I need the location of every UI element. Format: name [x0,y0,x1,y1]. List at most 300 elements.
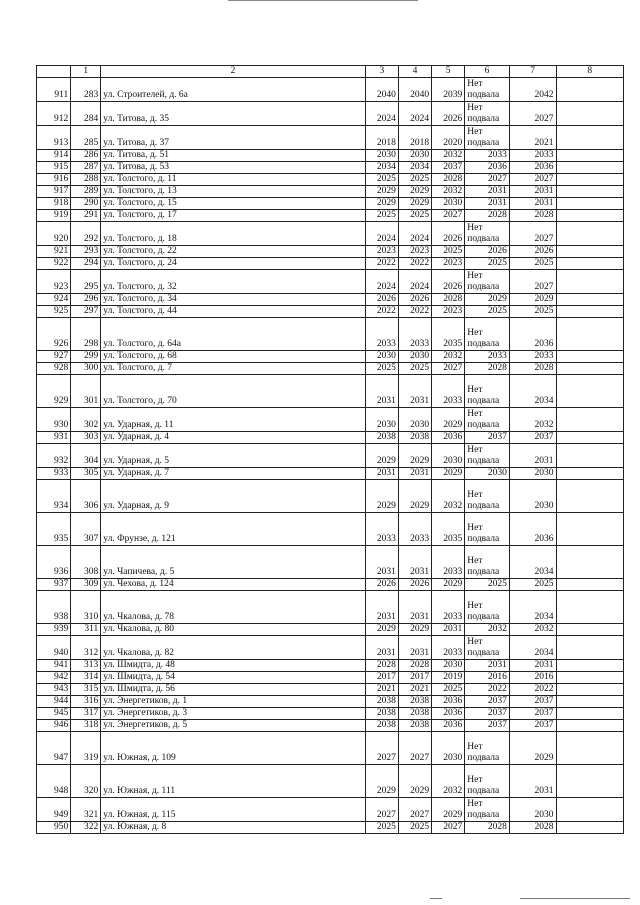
top-rule [228,0,418,1]
col4-year-cell: 2025 [398,210,431,222]
col6-cell: Нет подвала [465,546,510,579]
col8-cell [556,102,624,126]
table-row [37,126,624,150]
col6-cell: 2029 [465,294,510,306]
col7-year-cell: 2033 [509,150,556,162]
col3-year-cell: 2029 [365,765,398,798]
col6-cell: Нет подвала [465,78,510,102]
col6-cell: 2032 [465,624,510,636]
header-cell: 5 [432,66,465,78]
table-row [37,375,624,408]
col7-year-cell: 2036 [509,318,556,351]
table-row [37,672,624,684]
col8-cell [556,720,624,732]
col4-year-cell: 2040 [398,78,431,102]
address-cell: ул. Энергетиков, д. 3 [101,708,365,720]
col7-year-cell: 2037 [509,432,556,444]
table-row [37,351,624,363]
col6-cell: Нет подвала [465,444,510,468]
object-id-cell: 305 [71,468,101,480]
col8-cell [556,432,624,444]
col3-year-cell: 2030 [365,408,398,432]
col3-year-cell: 2031 [365,636,398,660]
col5-year-cell: 2028 [432,174,465,186]
col4-year-cell: 2029 [398,444,431,468]
address-cell: ул. Ударная, д. 7 [101,468,365,480]
col5-year-cell: 2032 [432,480,465,513]
col3-year-cell: 2029 [365,444,398,468]
col3-year-cell: 2017 [365,672,398,684]
header-cell: 8 [556,66,624,78]
col6-cell: 2037 [465,720,510,732]
table-row [37,513,624,546]
address-cell: ул. Шмидта, д. 56 [101,684,365,696]
col7-year-cell: 2029 [509,294,556,306]
object-id-cell: 290 [71,198,101,210]
col7-year-cell: 2026 [509,246,556,258]
col6-cell: 2026 [465,246,510,258]
col4-year-cell: 2029 [398,480,431,513]
table-row [37,765,624,798]
row-number-cell: 941 [37,660,71,672]
object-id-cell: 293 [71,246,101,258]
col5-year-cell: 2032 [432,186,465,198]
col7-year-cell: 2036 [509,162,556,174]
col4-year-cell: 2021 [398,684,431,696]
row-number-cell: 912 [37,102,71,126]
col7-year-cell: 2025 [509,306,556,318]
col5-year-cell: 2026 [432,102,465,126]
table-row [37,432,624,444]
col3-year-cell: 2027 [365,798,398,822]
col8-cell [556,222,624,246]
col3-year-cell: 2021 [365,684,398,696]
col7-year-cell: 2022 [509,684,556,696]
col6-cell: 2037 [465,696,510,708]
object-id-cell: 308 [71,546,101,579]
col5-year-cell: 2023 [432,258,465,270]
table-row [37,174,624,186]
object-id-cell: 284 [71,102,101,126]
col6-cell: Нет подвала [465,480,510,513]
col5-year-cell: 2030 [432,660,465,672]
object-id-cell: 304 [71,444,101,468]
col7-year-cell: 2016 [509,672,556,684]
col3-year-cell: 2038 [365,696,398,708]
col4-year-cell: 2025 [398,363,431,375]
header-cell: 1 [71,66,101,78]
address-cell: ул. Титова, д. 53 [101,162,365,174]
col7-year-cell: 2025 [509,579,556,591]
col4-year-cell: 2024 [398,222,431,246]
address-cell: ул. Толстого, д. 34 [101,294,365,306]
row-number-cell: 931 [37,432,71,444]
col8-cell [556,186,624,198]
col3-year-cell: 2033 [365,513,398,546]
object-id-cell: 311 [71,624,101,636]
table-row [37,732,624,765]
object-id-cell: 292 [71,222,101,246]
col6-cell: 2028 [465,363,510,375]
col3-year-cell: 2031 [365,468,398,480]
col5-year-cell: 2027 [432,210,465,222]
col7-year-cell: 2030 [509,468,556,480]
col5-year-cell: 2035 [432,318,465,351]
col7-year-cell: 2034 [509,591,556,624]
col5-year-cell: 2036 [432,708,465,720]
table-row [37,294,624,306]
col3-year-cell: 2026 [365,579,398,591]
col4-year-cell: 2024 [398,270,431,294]
col6-cell: Нет подвала [465,222,510,246]
col7-year-cell: 2028 [509,822,556,834]
object-id-cell: 294 [71,258,101,270]
header-row [37,66,624,78]
col3-year-cell: 2024 [365,102,398,126]
object-id-cell: 303 [71,432,101,444]
address-cell: ул. Ударная, д. 9 [101,480,365,513]
col8-cell [556,468,624,480]
address-cell: ул. Толстого, д. 44 [101,306,365,318]
col6-cell: 2028 [465,822,510,834]
col3-year-cell: 2026 [365,294,398,306]
col6-cell: 2033 [465,150,510,162]
col5-year-cell: 2023 [432,306,465,318]
col4-year-cell: 2027 [398,798,431,822]
col6-cell: Нет подвала [465,408,510,432]
table-row [37,270,624,294]
col4-year-cell: 2026 [398,294,431,306]
col5-year-cell: 2029 [432,579,465,591]
col8-cell [556,258,624,270]
address-cell: ул. Толстого, д. 18 [101,222,365,246]
col3-year-cell: 2031 [365,546,398,579]
col3-year-cell: 2031 [365,591,398,624]
col8-cell [556,546,624,579]
address-cell: ул. Толстого, д. 13 [101,186,365,198]
table-row [37,480,624,513]
col3-year-cell: 2025 [365,210,398,222]
table-row [37,408,624,432]
col4-year-cell: 2018 [398,126,431,150]
row-number-cell: 918 [37,198,71,210]
col8-cell [556,684,624,696]
col5-year-cell: 2036 [432,432,465,444]
object-id-cell: 298 [71,318,101,351]
object-id-cell: 320 [71,765,101,798]
table-row [37,258,624,270]
col3-year-cell: 2022 [365,306,398,318]
table-row [37,78,624,102]
row-number-cell: 925 [37,306,71,318]
object-id-cell: 307 [71,513,101,546]
table-row [37,150,624,162]
row-number-cell: 945 [37,708,71,720]
col4-year-cell: 2028 [398,660,431,672]
col5-year-cell: 2033 [432,546,465,579]
row-number-cell: 921 [37,246,71,258]
address-cell: ул. Ударная, д. 4 [101,432,365,444]
table-row [37,579,624,591]
row-number-cell: 919 [37,210,71,222]
col8-cell [556,126,624,150]
address-cell: ул. Шмидта, д. 48 [101,660,365,672]
col6-cell: Нет подвала [465,798,510,822]
col4-year-cell: 2038 [398,720,431,732]
col6-cell: 2025 [465,579,510,591]
address-cell: ул. Титова, д. 51 [101,150,365,162]
col8-cell [556,798,624,822]
col6-cell: 2031 [465,198,510,210]
col6-cell: 2036 [465,162,510,174]
row-number-cell: 950 [37,822,71,834]
row-number-cell: 924 [37,294,71,306]
col4-year-cell: 2029 [398,624,431,636]
col5-year-cell: 2037 [432,162,465,174]
row-number-cell: 937 [37,579,71,591]
col5-year-cell: 2036 [432,720,465,732]
col8-cell [556,480,624,513]
object-id-cell: 287 [71,162,101,174]
col5-year-cell: 2029 [432,408,465,432]
table-row [37,546,624,579]
col7-year-cell: 2034 [509,375,556,408]
object-id-cell: 301 [71,375,101,408]
col3-year-cell: 2024 [365,222,398,246]
col6-cell: 2027 [465,174,510,186]
col8-cell [556,408,624,432]
address-cell: ул. Толстого, д. 32 [101,270,365,294]
object-id-cell: 299 [71,351,101,363]
object-id-cell: 315 [71,684,101,696]
col6-cell: Нет подвала [465,375,510,408]
col4-year-cell: 2029 [398,198,431,210]
col4-year-cell: 2022 [398,258,431,270]
col4-year-cell: 2031 [398,375,431,408]
col3-year-cell: 2025 [365,363,398,375]
col6-cell: 2031 [465,186,510,198]
address-cell: ул. Южная, д. 111 [101,765,365,798]
col3-year-cell: 2034 [365,162,398,174]
col5-year-cell: 2036 [432,696,465,708]
col4-year-cell: 2038 [398,708,431,720]
row-number-cell: 928 [37,363,71,375]
col6-cell: Нет подвала [465,270,510,294]
row-number-cell: 922 [37,258,71,270]
col8-cell [556,351,624,363]
table-body [37,78,624,834]
col8-cell [556,270,624,294]
col6-cell: Нет подвала [465,318,510,351]
col6-cell: Нет подвала [465,102,510,126]
table-row [37,468,624,480]
col4-year-cell: 2025 [398,174,431,186]
object-id-cell: 316 [71,696,101,708]
table-row [37,246,624,258]
header-cell: 2 [101,66,365,78]
col4-year-cell: 2022 [398,306,431,318]
col7-year-cell: 2032 [509,624,556,636]
col8-cell [556,660,624,672]
col5-year-cell: 2028 [432,294,465,306]
col5-year-cell: 2032 [432,150,465,162]
object-id-cell: 289 [71,186,101,198]
address-cell: ул. Ударная, д. 5 [101,444,365,468]
col7-year-cell: 2030 [509,480,556,513]
col8-cell [556,579,624,591]
col3-year-cell: 2027 [365,732,398,765]
row-number-cell: 944 [37,696,71,708]
col7-year-cell: 2027 [509,270,556,294]
table-row [37,363,624,375]
object-id-cell: 310 [71,591,101,624]
address-cell: ул. Ударная, д. 11 [101,408,365,432]
col3-year-cell: 2030 [365,150,398,162]
col8-cell [556,210,624,222]
col4-year-cell: 2033 [398,513,431,546]
address-cell: ул. Толстого, д. 68 [101,351,365,363]
col4-year-cell: 2029 [398,765,431,798]
address-cell: ул. Чкалова, д. 78 [101,591,365,624]
col4-year-cell: 2030 [398,351,431,363]
col5-year-cell: 2033 [432,375,465,408]
col7-year-cell: 2036 [509,513,556,546]
row-number-cell: 942 [37,672,71,684]
address-cell: ул. Толстого, д. 70 [101,375,365,408]
address-cell: ул. Шмидта, д. 54 [101,672,365,684]
table-row [37,591,624,624]
col5-year-cell: 2029 [432,468,465,480]
col6-cell: Нет подвала [465,765,510,798]
address-cell: ул. Толстого, д. 11 [101,174,365,186]
col8-cell [556,246,624,258]
col7-year-cell: 2021 [509,126,556,150]
col8-cell [556,696,624,708]
object-id-cell: 286 [71,150,101,162]
col6-cell: 2025 [465,258,510,270]
col3-year-cell: 2038 [365,708,398,720]
col7-year-cell: 2028 [509,210,556,222]
col6-cell: Нет подвала [465,732,510,765]
row-number-cell: 914 [37,150,71,162]
col4-year-cell: 2031 [398,636,431,660]
address-cell: ул. Толстого, д. 17 [101,210,365,222]
address-cell: ул. Чкалова, д. 80 [101,624,365,636]
table-row [37,708,624,720]
row-number-cell: 935 [37,513,71,546]
table-row [37,318,624,351]
col4-year-cell: 2030 [398,408,431,432]
row-number-cell: 920 [37,222,71,246]
col5-year-cell: 2032 [432,351,465,363]
col8-cell [556,624,624,636]
table-row [37,624,624,636]
col5-year-cell: 2039 [432,78,465,102]
col7-year-cell: 2037 [509,708,556,720]
col7-year-cell: 2034 [509,546,556,579]
object-id-cell: 285 [71,126,101,150]
col6-cell: 2033 [465,351,510,363]
table-row [37,444,624,468]
col5-year-cell: 2025 [432,684,465,696]
address-cell: ул. Чехова, д. 124 [101,579,365,591]
table-row [37,636,624,660]
col3-year-cell: 2018 [365,126,398,150]
object-id-cell: 291 [71,210,101,222]
col5-year-cell: 2027 [432,363,465,375]
col6-cell: 2022 [465,684,510,696]
col4-year-cell: 2029 [398,186,431,198]
object-id-cell: 306 [71,480,101,513]
header-cell: 7 [509,66,556,78]
col6-cell: Нет подвала [465,636,510,660]
col8-cell [556,591,624,624]
header-cell [37,66,71,78]
col7-year-cell: 2037 [509,696,556,708]
col5-year-cell: 2019 [432,672,465,684]
row-number-cell: 938 [37,591,71,624]
address-cell: ул. Фрунзе, д. 121 [101,513,365,546]
row-number-cell: 923 [37,270,71,294]
col6-cell: 2031 [465,660,510,672]
row-number-cell: 947 [37,732,71,765]
col3-year-cell: 2029 [365,624,398,636]
object-id-cell: 314 [71,672,101,684]
col7-year-cell: 2031 [509,660,556,672]
col8-cell [556,78,624,102]
col6-cell: 2028 [465,210,510,222]
header-cell: 3 [365,66,398,78]
address-cell: ул. Южная, д. 109 [101,732,365,765]
address-cell: ул. Толстого, д. 64а [101,318,365,351]
col6-cell: 2037 [465,708,510,720]
row-number-cell: 948 [37,765,71,798]
address-cell: ул. Толстого, д. 7 [101,363,365,375]
col8-cell [556,672,624,684]
row-number-cell: 917 [37,186,71,198]
object-id-cell: 297 [71,306,101,318]
col3-year-cell: 2029 [365,186,398,198]
row-number-cell: 915 [37,162,71,174]
col7-year-cell: 2029 [509,732,556,765]
col5-year-cell: 2030 [432,444,465,468]
row-number-cell: 930 [37,408,71,432]
col7-year-cell: 2027 [509,222,556,246]
table-row [37,660,624,672]
col5-year-cell: 2025 [432,246,465,258]
object-id-cell: 312 [71,636,101,660]
col4-year-cell: 2024 [398,102,431,126]
col5-year-cell: 2030 [432,732,465,765]
col8-cell [556,162,624,174]
col7-year-cell: 2037 [509,720,556,732]
col4-year-cell: 2027 [398,732,431,765]
col4-year-cell: 2033 [398,318,431,351]
object-id-cell: 300 [71,363,101,375]
object-id-cell: 296 [71,294,101,306]
col4-year-cell: 2023 [398,246,431,258]
col8-cell [556,708,624,720]
col3-year-cell: 2040 [365,78,398,102]
table-row [37,102,624,126]
table-row [37,222,624,246]
row-number-cell: 940 [37,636,71,660]
col5-year-cell: 2027 [432,822,465,834]
col8-cell [556,822,624,834]
col7-year-cell: 2027 [509,174,556,186]
col3-year-cell: 2022 [365,258,398,270]
col3-year-cell: 2028 [365,660,398,672]
